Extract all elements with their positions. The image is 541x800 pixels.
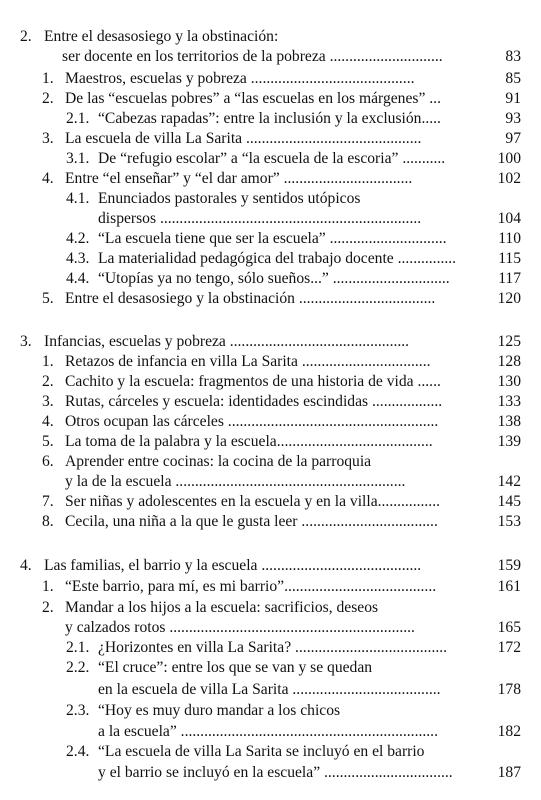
toc-entry	[0, 411, 541, 433]
toc-title: Maestros, escuelas y pobreza ..........................................	[65, 70, 415, 87]
toc-title: ser docente en los territorios de la pobreza .............................	[62, 48, 443, 65]
toc-title: y el barrio se incluyó en la escuela” .................................	[98, 764, 453, 781]
toc-number: 8.	[42, 513, 54, 530]
toc-title: “Este barrio, para mí, es mi barrio”.......................................	[65, 578, 437, 595]
toc-page-number: 117	[498, 270, 521, 287]
toc-title: y calzados rotos ...............................................................	[65, 619, 415, 636]
toc-number: 5.	[42, 290, 54, 307]
toc-title: “El cruce”: entre los que se van y se quedan	[98, 659, 373, 676]
toc-page-number: 91	[505, 90, 521, 107]
toc-entry	[0, 148, 541, 170]
toc-title: Entre el desasosiego y la obstinación:	[44, 28, 279, 45]
toc-chapter	[0, 331, 541, 353]
toc-entry	[0, 762, 541, 784]
toc-entry	[0, 351, 541, 373]
toc-title: “Cabezas rapadas”: entre la inclusión y la exclusión.....	[98, 110, 441, 127]
toc-page-number: 125	[497, 333, 521, 350]
toc-page-number: 110	[498, 230, 521, 247]
toc-number: 2.	[42, 373, 54, 390]
toc-title: a la escuela” ..................................................................	[98, 723, 438, 740]
toc-entry	[0, 431, 541, 453]
toc-number: 4.	[42, 170, 54, 187]
toc-title: La materialidad pedagógica del trabajo docente ...............	[98, 250, 457, 267]
toc-page-number: 97	[505, 130, 521, 147]
toc-title: Infancias, escuelas y pobreza ..............................................	[44, 333, 410, 350]
toc-number: 1.	[42, 353, 54, 370]
toc-number: 5.	[42, 433, 54, 450]
toc-number: 2.2.	[66, 659, 90, 676]
toc-title: La toma de la palabra y la escuela........................................	[65, 433, 433, 450]
toc-entry	[0, 700, 541, 722]
toc-page-number: 120	[497, 290, 521, 307]
toc-entry	[0, 511, 541, 533]
toc-number: 2.4.	[66, 743, 90, 760]
toc-page-number: 133	[497, 393, 521, 410]
toc-page-number: 102	[497, 170, 521, 187]
toc-entry	[0, 228, 541, 250]
toc-title: Rutas, cárceles y escuela: identidades escindidas ..................	[65, 393, 443, 410]
toc-entry	[0, 288, 541, 310]
toc-entry	[0, 721, 541, 743]
toc-page-number: 187	[497, 764, 521, 781]
toc-page-number: 142	[497, 473, 521, 490]
toc-entry	[0, 679, 541, 701]
toc-page-number: 130	[497, 373, 521, 390]
toc-number: 2.1.	[66, 110, 90, 127]
toc-page-number: 85	[505, 70, 521, 87]
toc-page-number: 138	[497, 413, 521, 430]
toc-title: “La escuela de villa La Sarita se incluyó en el barrio	[98, 743, 425, 760]
toc-page-number: 153	[497, 513, 521, 530]
toc-entry	[0, 88, 541, 110]
toc-number: 4.	[42, 413, 54, 430]
toc-number: 3.	[42, 393, 54, 410]
toc-title: Cachito y la escuela: fragmentos de una historia de vida ......	[65, 373, 441, 390]
toc-title: De las “escuelas pobres” a “las escuelas en los márgenes” ...	[65, 90, 441, 107]
toc-number: 3.	[42, 130, 54, 147]
toc-number: 4.4.	[66, 270, 90, 287]
toc-title: Entre el desasosiego y la obstinación ...................................	[65, 290, 436, 307]
toc-entry	[0, 46, 541, 68]
toc-entry	[0, 741, 541, 763]
toc-number: 6.	[42, 453, 54, 470]
toc-title: La escuela de villa La Sarita .............................................	[65, 130, 422, 147]
toc-title: “La escuela tiene que ser la escuela” ..............................	[98, 230, 447, 247]
toc-page-number: 93	[505, 110, 521, 127]
toc-page-number: 161	[497, 578, 521, 595]
toc-entry	[0, 637, 541, 659]
toc-page-number: 172	[497, 639, 521, 656]
toc-number: 2.	[42, 599, 54, 616]
toc-number: 2.1.	[66, 639, 90, 656]
toc-number: 1.	[42, 70, 54, 87]
toc-title: y la de la escuela ...........................................................	[65, 473, 406, 490]
toc-entry	[0, 208, 541, 230]
toc-entry	[0, 68, 541, 90]
toc-title: De “refugio escolar” a “la escuela de la escoria” ...........	[98, 150, 446, 167]
toc-page-number: 100	[497, 150, 521, 167]
toc-page-number: 83	[505, 48, 521, 65]
toc-number: 3.1.	[66, 150, 90, 167]
toc-entry	[0, 617, 541, 639]
toc-entry	[0, 491, 541, 513]
toc-entry	[0, 108, 541, 130]
toc-number: 4.1.	[66, 190, 90, 207]
toc-number: 4.2.	[66, 230, 90, 247]
toc-page-number: 115	[498, 250, 521, 267]
toc-number: 4.	[20, 557, 32, 574]
toc-number: 1.	[42, 578, 54, 595]
toc-page-number: 104	[497, 210, 521, 227]
toc-title: “Utopías ya no tengo, sólo sueños...” ..............................	[98, 270, 450, 287]
toc-number: 4.3.	[66, 250, 90, 267]
toc-title: Ser niñas y adolescentes en la escuela y en la villa................	[65, 493, 440, 510]
toc-entry	[0, 371, 541, 393]
toc-entry	[0, 657, 541, 679]
toc-entry	[0, 597, 541, 619]
toc-title: en la escuela de villa La Sarita ......................................	[98, 681, 441, 698]
toc-title: Entre “el enseñar” y “el dar amor” .................................	[65, 170, 413, 187]
toc-page-number: 178	[497, 681, 521, 698]
toc-entry	[0, 471, 541, 493]
toc-number: 2.	[20, 28, 32, 45]
toc-title: ¿Horizontes en villa La Sarita? .......................................	[98, 639, 448, 656]
toc-entry	[0, 188, 541, 210]
toc-title: “Hoy es muy duro mandar a los chicos	[98, 702, 341, 719]
toc-chapter	[0, 26, 541, 48]
toc-entry	[0, 168, 541, 190]
toc-title: Enunciados pastorales y sentidos utópicos	[98, 190, 361, 207]
toc-entry	[0, 248, 541, 270]
toc-page-number: 165	[497, 619, 521, 636]
toc-number: 2.3.	[66, 702, 90, 719]
toc-entry	[0, 128, 541, 150]
toc-entry	[0, 576, 541, 598]
toc-chapter	[0, 555, 541, 577]
toc-page-number: 145	[497, 493, 521, 510]
toc-page-number: 139	[497, 433, 521, 450]
toc-title: Otros ocupan las cárceles ......................................................	[65, 413, 439, 430]
toc-title: Cecila, una niña a la que le gusta leer ...................................	[65, 513, 438, 530]
toc-entry	[0, 451, 541, 473]
toc-title: dispersos ...................................................................	[98, 210, 422, 227]
toc-entry	[0, 391, 541, 413]
toc-page-number: 182	[497, 723, 521, 740]
toc-title: Las familias, el barrio y la escuela .........................................	[44, 557, 422, 574]
toc-title: Mandar a los hijos a la escuela: sacrificios, deseos	[65, 599, 379, 616]
toc-number: 3.	[20, 333, 32, 350]
toc-entry	[0, 268, 541, 290]
toc-title: Aprender entre cocinas: la cocina de la parroquia	[65, 453, 372, 470]
toc-number: 2.	[42, 90, 54, 107]
toc-page-number: 159	[497, 557, 521, 574]
toc-title: Retazos de infancia en villa La Sarita .................................	[65, 353, 431, 370]
toc-page-number: 128	[497, 353, 521, 370]
toc-number: 7.	[42, 493, 54, 510]
